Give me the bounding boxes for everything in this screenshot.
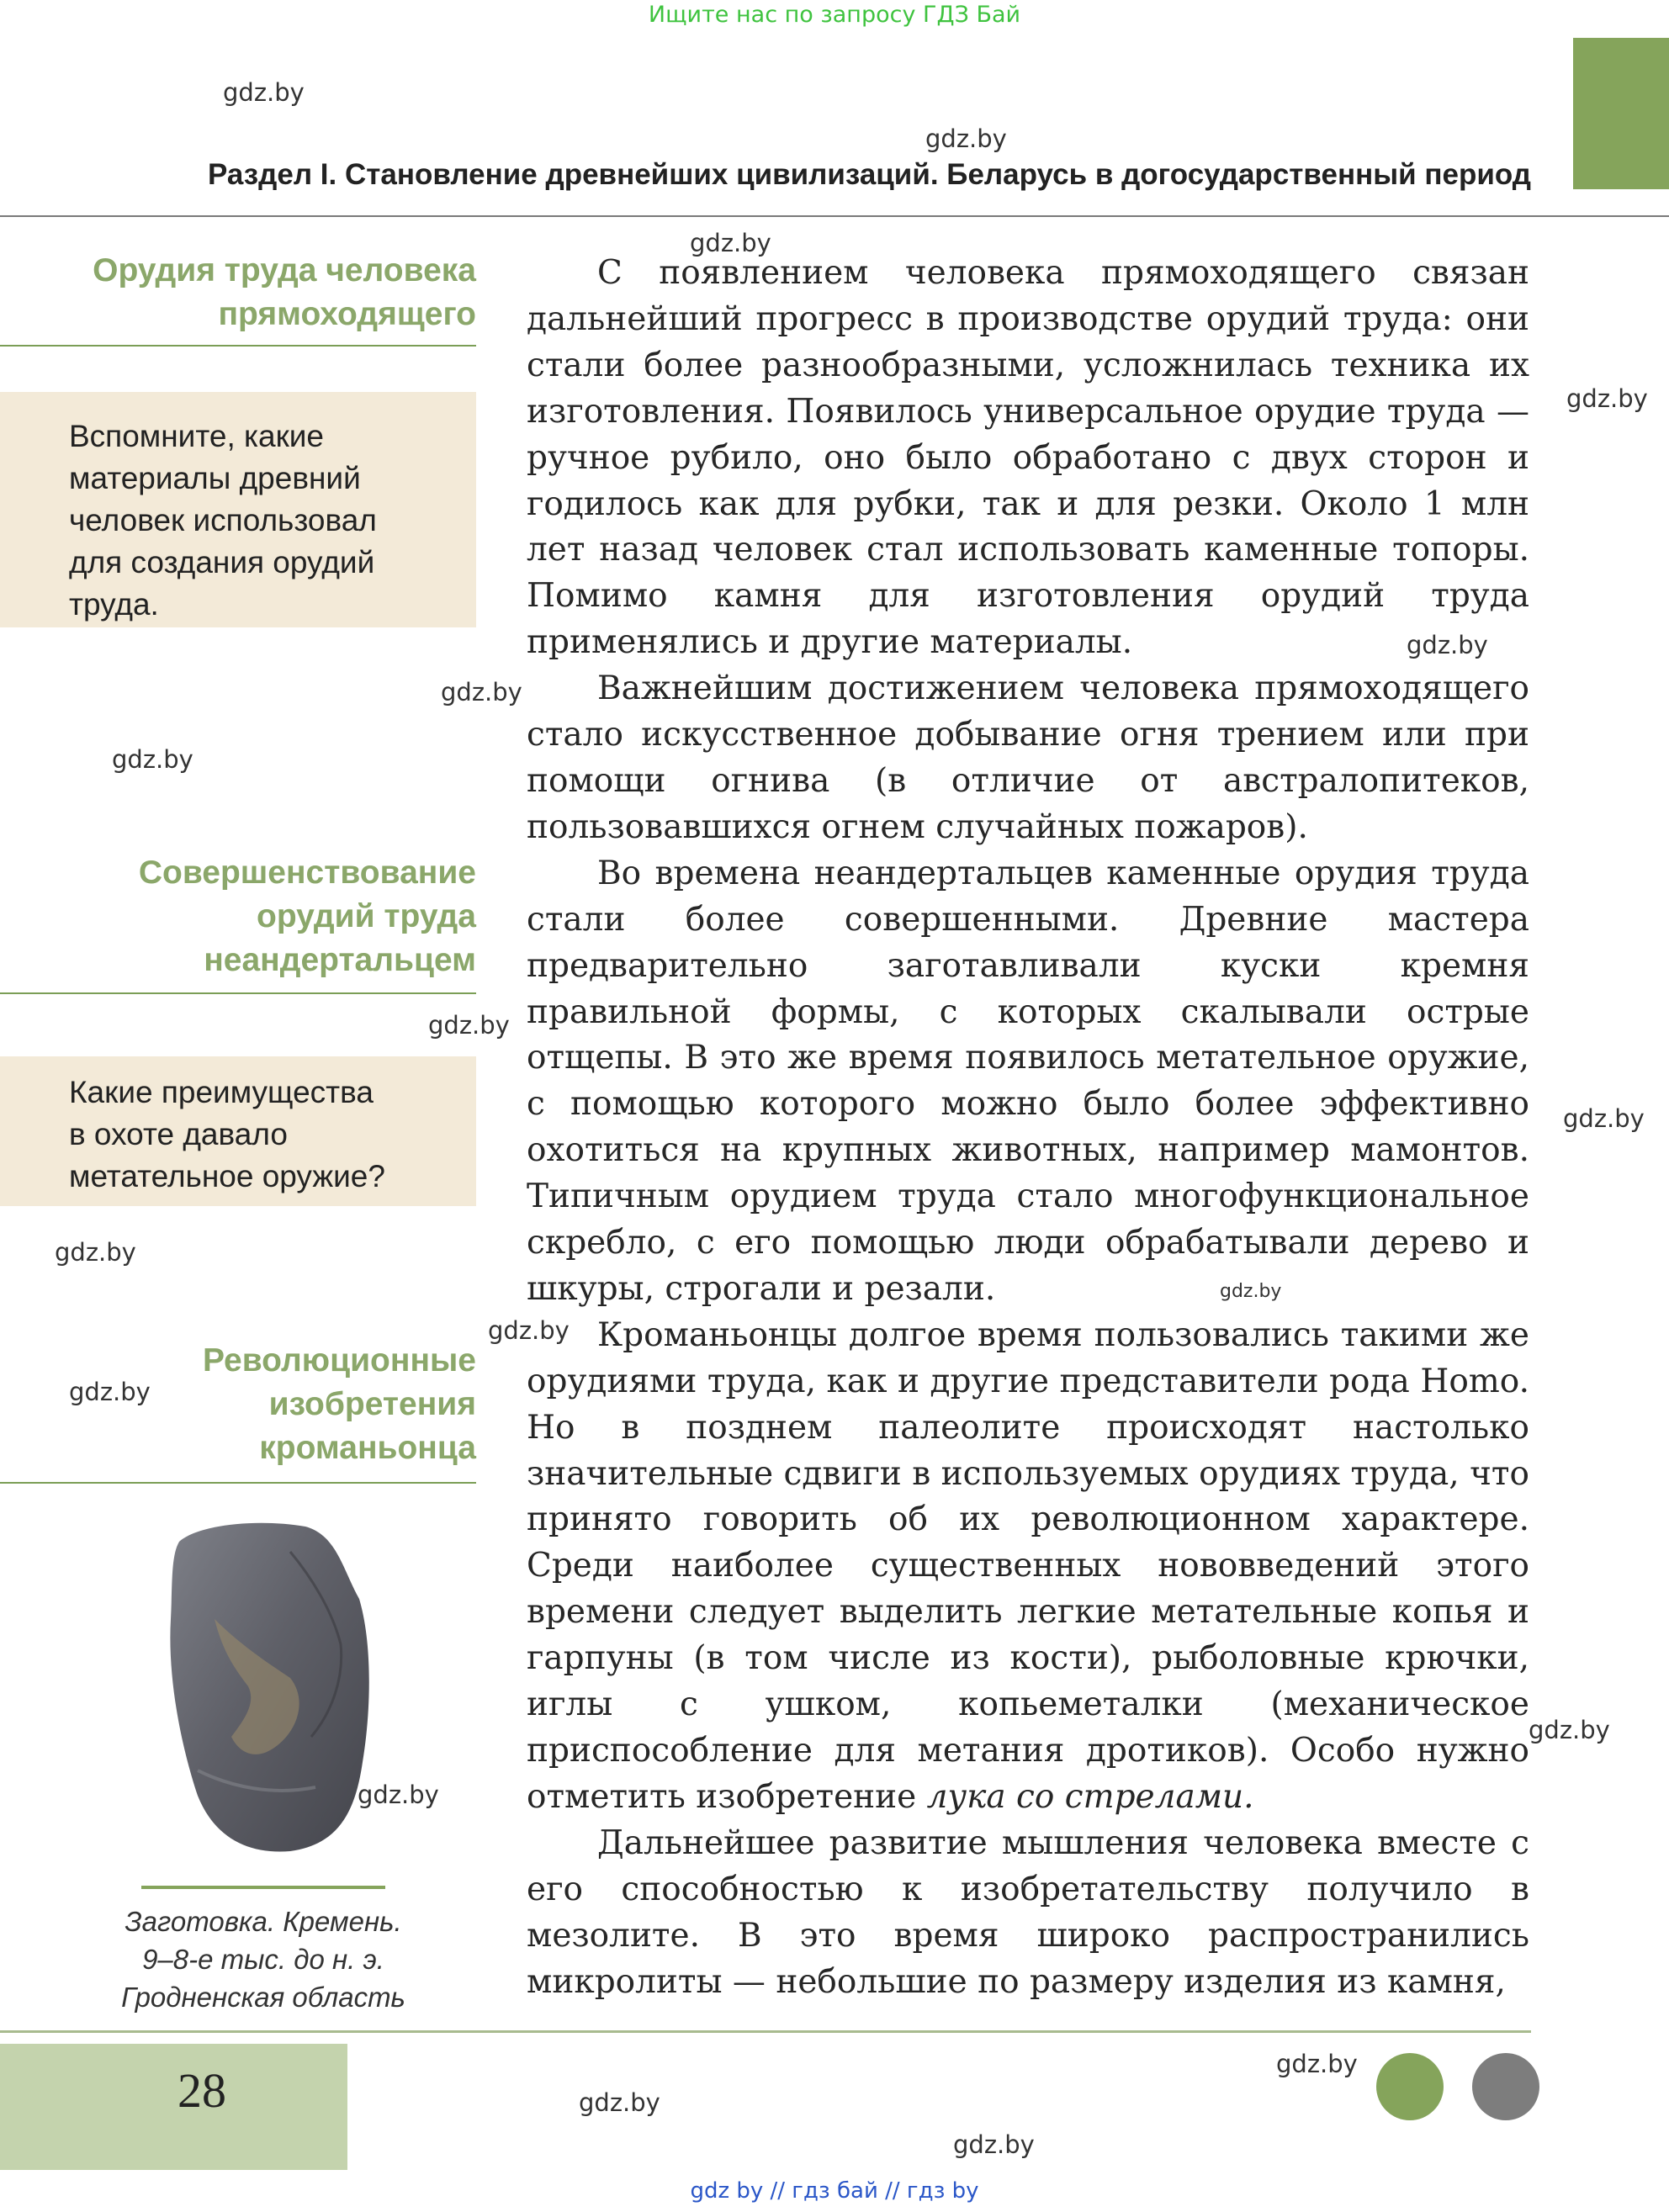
footer-links[interactable]: gdz by // гдз бай // гдз by [690, 2178, 979, 2204]
question-line: для создания орудий [69, 545, 375, 579]
heading-line: орудий труда [257, 898, 476, 934]
sidebar-divider [0, 1482, 476, 1484]
question-line: материалы древний [69, 461, 361, 495]
gray-dot-icon [1472, 2053, 1539, 2120]
header-divider [0, 215, 1669, 217]
watermark: gdz.by [1276, 2050, 1358, 2078]
section-tab [1573, 38, 1669, 189]
watermark: gdz.by [55, 1238, 136, 1267]
watermark: gdz.by [579, 2088, 660, 2117]
watermark: gdz.by [69, 1378, 151, 1406]
watermark: gdz.by [223, 78, 305, 107]
watermark: gdz.by [1407, 631, 1488, 659]
caption-line: Гродненская область [121, 1982, 405, 2013]
question-line: человек использовал [69, 503, 377, 537]
paragraph: Дальнейшее развитие мышления человека вместе с его способностью к изобретательству получило в мезолите. В это время широко распространились микролиты — небольшие по размеру изделия из камня, [527, 1823, 1529, 2001]
footer-divider [0, 2030, 1531, 2033]
heading-line: Революционные [202, 1342, 476, 1379]
question-box [0, 392, 476, 627]
watermark: gdz.by [953, 2130, 1035, 2159]
watermark: gdz.by [112, 745, 193, 774]
question-line: метательное оружие? [69, 1159, 385, 1193]
paragraph: Важнейшим достижением человека прямоходящего стало искусственное добывание огня трением или при помощи огнива (в отличие от австралопитеков, пользовавшихся огнем случайных пожаров). [527, 669, 1529, 846]
watermark: gdz.by [428, 1011, 510, 1040]
caption-divider [141, 1886, 385, 1889]
green-dot-icon [1376, 2053, 1444, 2120]
emphasis-text: лука со стрелами. [926, 1777, 1254, 1816]
top-banner[interactable]: Ищите нас по запросу ГДЗ Бай [648, 2, 1021, 28]
sidebar-divider [0, 345, 476, 347]
question-box [0, 1056, 476, 1206]
figure-caption [84, 1902, 442, 2016]
sidebar-divider [0, 992, 476, 994]
watermark: gdz.by [1566, 384, 1648, 413]
watermark: gdz.by [690, 229, 771, 257]
question-line: в охоте давало [69, 1117, 288, 1151]
question-line: Какие преимущества [69, 1075, 374, 1109]
watermark: gdz.by [1529, 1716, 1610, 1744]
flint-core-image [164, 1518, 374, 1855]
heading-line: прямоходящего [218, 296, 476, 332]
caption-line: 9–8-е тыс. до н. э. [142, 1944, 384, 1975]
sidebar-heading-tools [93, 249, 476, 336]
watermark: gdz.by [488, 1316, 570, 1345]
main-text [527, 251, 1529, 2005]
heading-line: изобретения [268, 1386, 476, 1422]
paragraph: С появлением человека прямоходящего связан дальнейший прогресс в производстве орудий труда: они стали более разнообразными, усложнилась техника их изготовления. Появилось универсальное орудие труда — ручное рубило, оно было обработано с двух сторон и годилось как для рубки, так и для резки. Около 1 млн лет назад человек стал использовать каменные топоры. Помимо камня для изготовления орудий труда применялись и другие материалы. [527, 254, 1529, 662]
paragraph: Во времена неандертальцев каменные орудия труда стали более совершенными. Древние мастера предварительно заготавливали куски кремня правильной формы, с которых скалывали острые отщепы. В это же время появилось метательное оружие, с помощью которого можно было более эффективно охотиться на крупных животных, например мамонтов. Типичным орудием труда стало многофункциональное скребло, с его помощью люди обрабатывали дерево и шкуры, строгали и резали. [527, 854, 1529, 1308]
section-title: Раздел I. Становление древнейших цивилизаций. Беларусь в догосударственный период [207, 158, 1531, 191]
watermark: gdz.by [925, 124, 1007, 153]
question-line: Вспомните, какие [69, 419, 325, 453]
paragraph-text: Кроманьонцы долгое время пользовались такими же орудиями труда, как и другие представители рода Homo. Но в позднем палеолите происходят настолько значительные сдвиги в используемых орудиях труда, что принято говорить об их революционном характере. Среди наиболее существенных нововведений этого времени следует выделить легкие метательные копья и гарпуны (в том числе из кости), рыболовные крючки, иглы с ушком, копьеметалки (механическое приспособление для метания дротиков). Особо нужно отметить изобретение [527, 1315, 1529, 1816]
watermark: gdz.by [358, 1781, 439, 1809]
page-number: 28 [177, 2063, 226, 2118]
heading-line: Совершенствование [138, 855, 476, 891]
watermark: gdz.by [441, 678, 522, 706]
heading-line: кроманьонца [259, 1430, 476, 1466]
question-line: труда. [69, 587, 159, 622]
heading-line: Орудия труда человека [93, 252, 476, 288]
watermark: gdz.by [1220, 1281, 1282, 1302]
watermark: gdz.by [1563, 1104, 1645, 1133]
heading-line: неандертальцем [204, 942, 476, 978]
caption-line: Заготовка. Кремень. [125, 1906, 402, 1937]
sidebar-heading-neanderthal [139, 851, 476, 982]
sidebar-heading-cromagnon [203, 1339, 476, 1470]
paragraph [527, 1313, 1529, 1821]
